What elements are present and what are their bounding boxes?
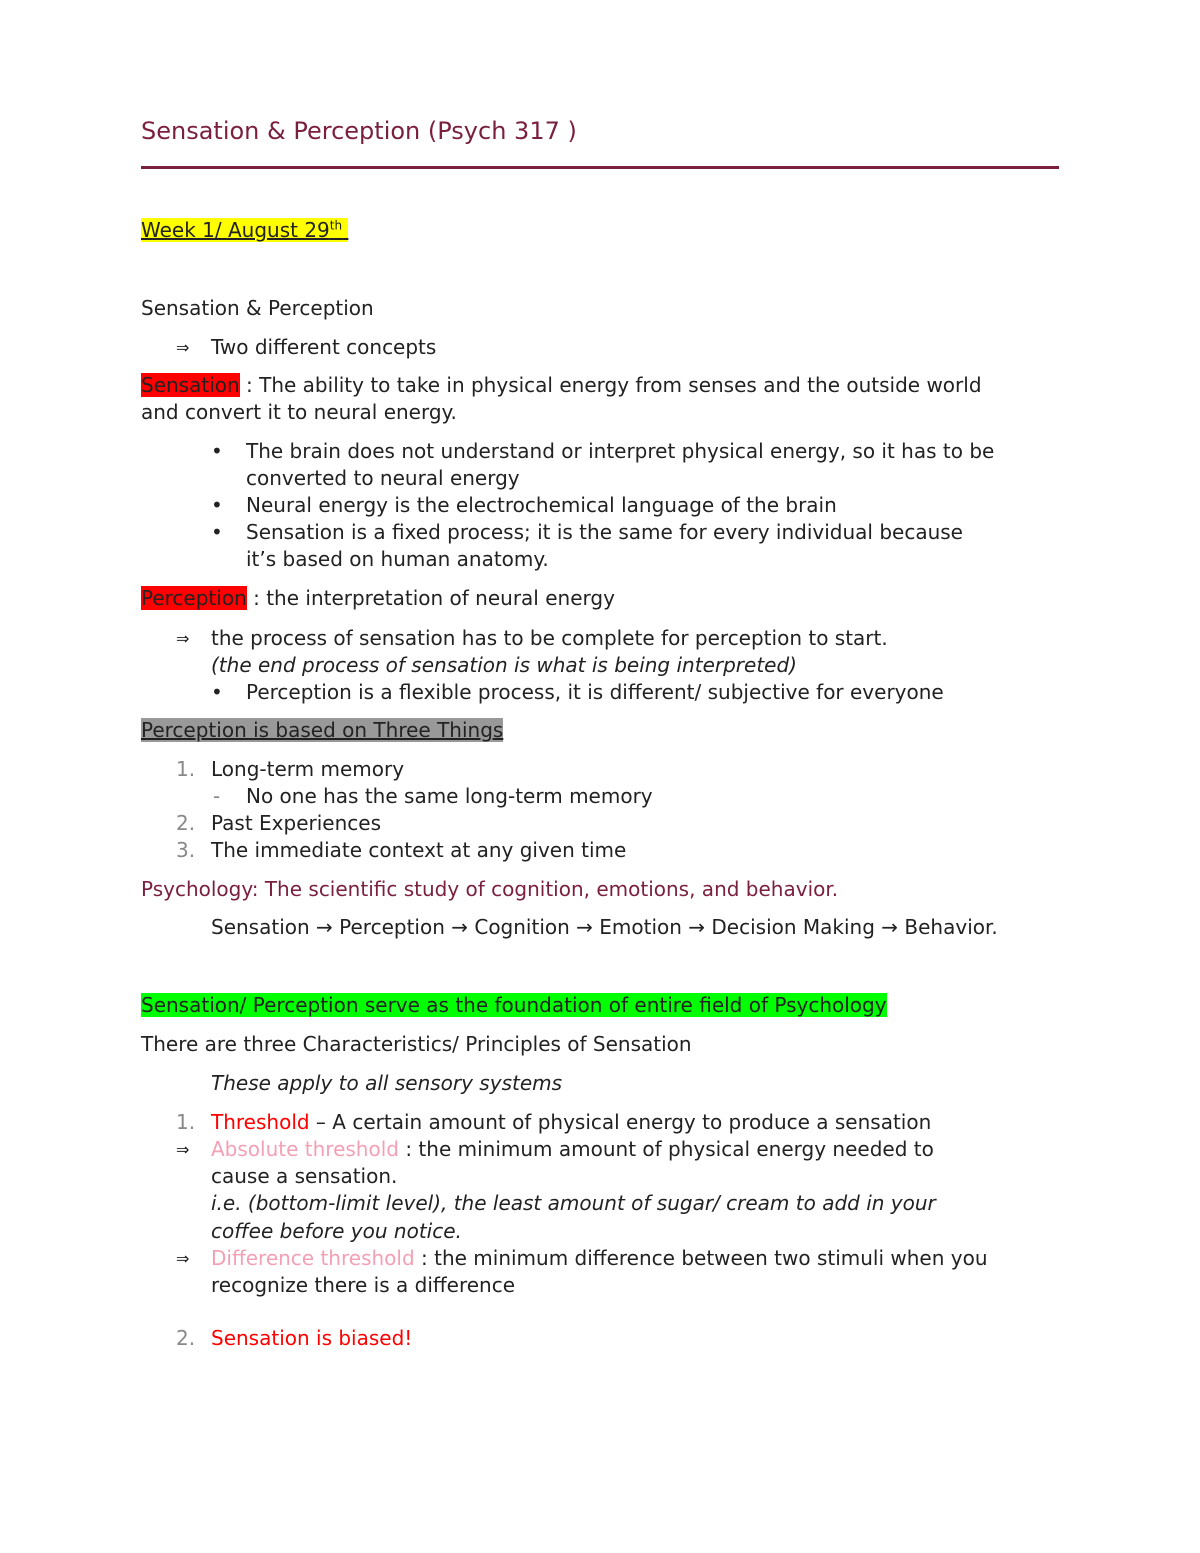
bullet-marker: •	[211, 680, 223, 704]
sensation-bullet-3: Sensation is a fixed process; it is the same for every individual because	[246, 520, 963, 544]
perception-arrow-line2: (the end process of sensation is what is being interpreted)	[211, 653, 797, 677]
psychology-definition: Psychology: The scientific study of cognition, emotions, and behavior.	[141, 877, 839, 901]
absolute-threshold-example: i.e. (bottom-limit level), the least amount of sugar/ cream to add in your	[211, 1191, 936, 1215]
list-number: 1.	[176, 1110, 196, 1134]
three-things-item-2: Past Experiences	[211, 811, 381, 835]
difference-threshold-term: Difference threshold	[211, 1246, 415, 1270]
sensation-bullet-1-cont: converted to neural energy	[246, 466, 520, 490]
difference-threshold-desc: : the minimum difference between two stimuli when you	[414, 1246, 988, 1270]
title-divider	[141, 166, 1059, 169]
arrow-marker: ⇒	[176, 1140, 190, 1159]
three-things-item-3: The immediate context at any given time	[211, 838, 627, 862]
sensation-bullet-2: Neural energy is the electrochemical language of the brain	[246, 493, 837, 517]
absolute-threshold-desc: : the minimum amount of physical energy needed to	[398, 1137, 934, 1161]
difference-threshold-item	[211, 1245, 988, 1272]
arrow-marker: ⇒	[176, 1249, 190, 1268]
apply-note: These apply to all sensory systems	[211, 1071, 563, 1095]
arrow-marker: ⇒	[176, 338, 190, 357]
two-concepts-text: Two different concepts	[211, 335, 437, 359]
week-label: Week 1/ August 29	[141, 218, 330, 242]
arrow-marker: ⇒	[176, 629, 190, 648]
sensation-def-line2: and convert it to neural energy.	[141, 400, 457, 424]
threshold-term: Threshold	[211, 1110, 310, 1134]
threshold-desc: – A certain amount of physical energy to produce a sensation	[309, 1110, 932, 1134]
bullet-marker: •	[211, 439, 223, 463]
section-heading: Sensation & Perception	[141, 296, 374, 320]
process-chain: Sensation → Perception → Cognition → Emotion → Decision Making → Behavior.	[211, 915, 998, 939]
perception-term: Perception	[141, 586, 247, 610]
three-things-heading: Perception is based on Three Things	[141, 718, 504, 742]
list-number: 1.	[176, 757, 196, 781]
absolute-threshold-line2: cause a sensation.	[211, 1164, 398, 1188]
three-things-item-1: Long-term memory	[211, 757, 405, 781]
bullet-marker: •	[211, 493, 223, 517]
absolute-threshold-term: Absolute threshold	[211, 1137, 399, 1161]
perception-definition	[141, 585, 615, 612]
perception-bullet: Perception is a flexible process, it is different/ subjective for everyone	[246, 680, 944, 704]
foundation-statement: Sensation/ Perception serve as the foundation of entire field of Psychology	[141, 993, 887, 1017]
list-number: 2.	[176, 1326, 196, 1350]
difference-threshold-line2: recognize there is a difference	[211, 1273, 516, 1297]
sensation-biased-item: Sensation is biased!	[211, 1326, 413, 1350]
threshold-item	[211, 1109, 931, 1136]
perception-def-rest: : the interpretation of neural energy	[246, 586, 615, 610]
sensation-bullet-1: The brain does not understand or interpret physical energy, so it has to be	[246, 439, 995, 463]
week-heading	[141, 217, 348, 244]
week-sup: th	[329, 218, 343, 233]
bullet-marker: •	[211, 520, 223, 544]
absolute-threshold-example-cont: coffee before you notice.	[211, 1219, 462, 1243]
sensation-bullet-3-cont: it’s based on human anatomy.	[246, 547, 549, 571]
dash-marker: -	[213, 784, 221, 808]
characteristics-intro: There are three Characteristics/ Principles of Sensation	[141, 1032, 692, 1056]
three-things-item-1-sub: No one has the same long-term memory	[246, 784, 653, 808]
list-number: 2.	[176, 811, 196, 835]
sensation-def-line1: : The ability to take in physical energy from senses and the outside world	[239, 373, 982, 397]
page-title: Sensation & Perception (Psych 317 )	[141, 117, 577, 145]
list-number: 3.	[176, 838, 196, 862]
absolute-threshold-item	[211, 1136, 934, 1163]
sensation-definition	[141, 372, 982, 399]
sensation-term: Sensation	[141, 373, 240, 397]
perception-arrow-line1: the process of sensation has to be complete for perception to start.	[211, 626, 888, 650]
